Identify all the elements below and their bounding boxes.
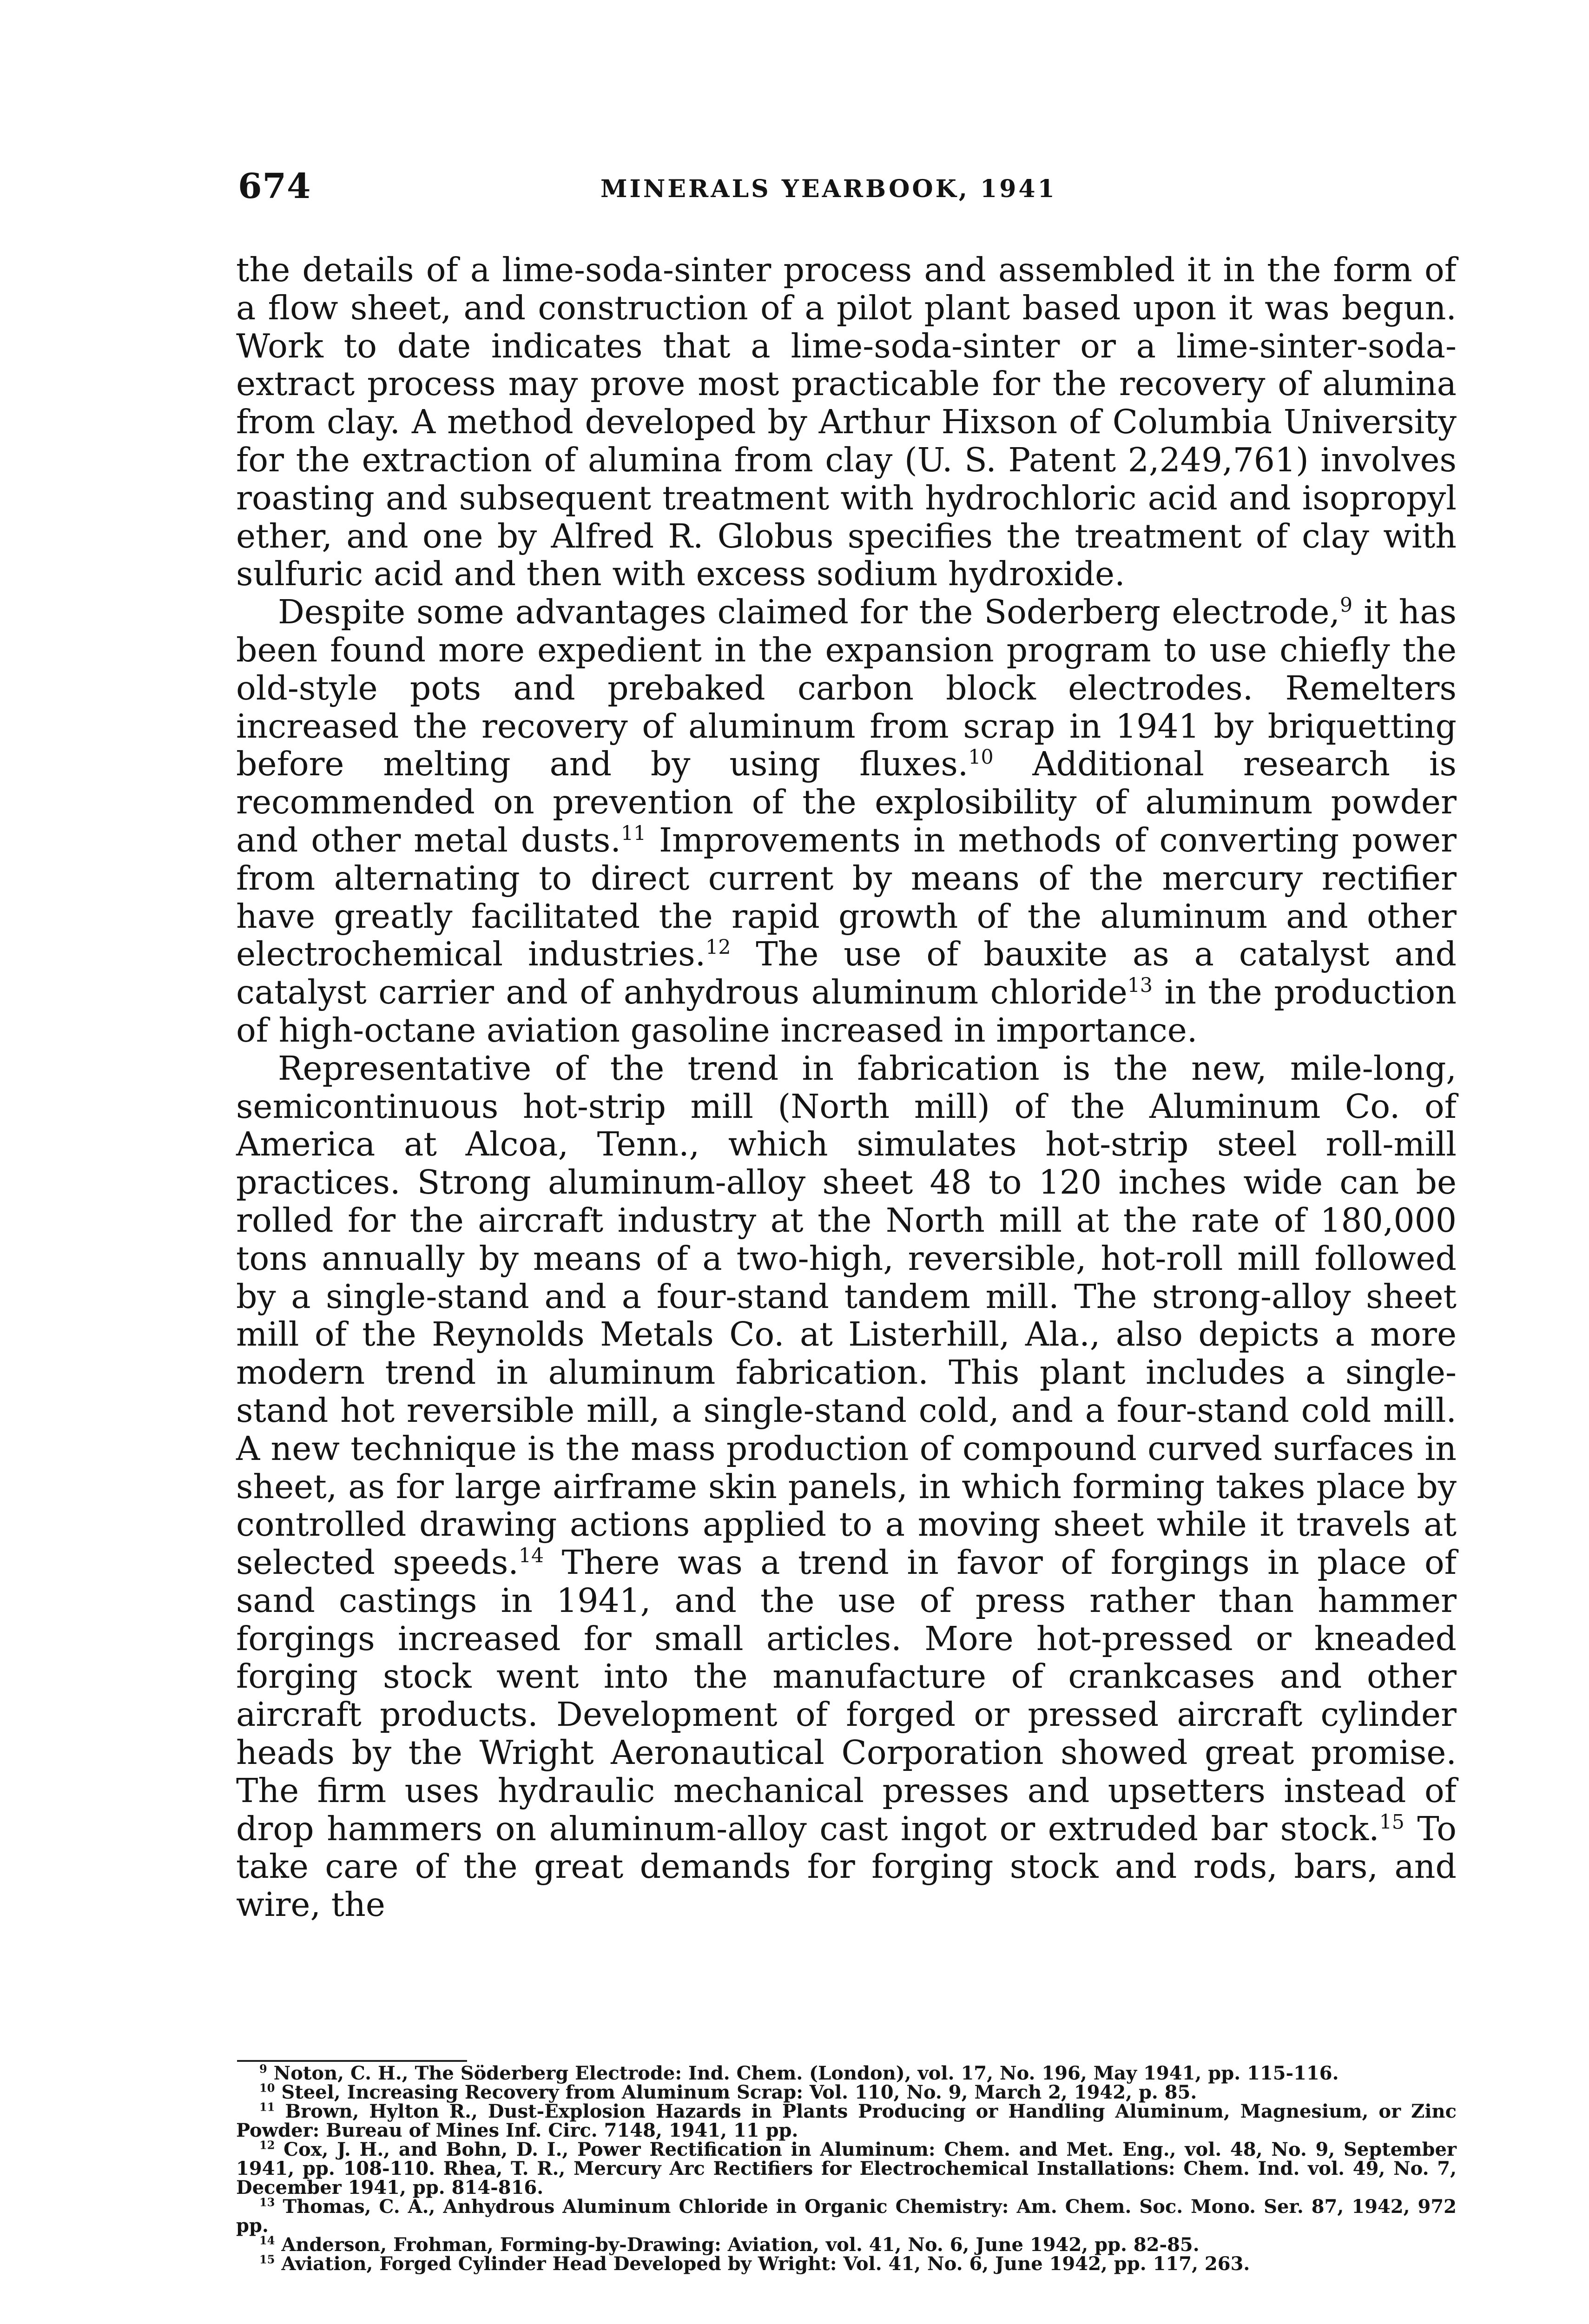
text-run: The use of bauxite as a catalyst and catalyst carrier and of anhydrous aluminum chloride xyxy=(236,935,1457,1012)
footnote-text: Steel, Increasing Recovery from Aluminum Scrap: Vol. 110, No. 9, March 2, 1942, p. 85. xyxy=(275,2081,1197,2103)
footnote-text: Cox, J. H., and Bohn, D. I., Power Rectification in Aluminum: Chem. and Met. Eng., vol. 48, No. 9, September 1941, pp. 108-110. Rhea, T. R., Mercury Arc Rectifiers for Electrochemical Installations: Chem. Ind. vol. 49, No. 7, December 1941, pp. 814-816. xyxy=(236,2139,1457,2199)
footnote xyxy=(236,2102,1457,2140)
footnote xyxy=(236,2254,1457,2273)
footnote xyxy=(236,2235,1457,2254)
footnote-number: 13 xyxy=(259,2195,275,2209)
footnote-ref: 11 xyxy=(620,822,646,845)
footnote-number: 10 xyxy=(259,2081,275,2095)
page-header xyxy=(238,166,1456,213)
footnote-text: Brown, Hylton R., Dust-Explosion Hazards in Plants Producing or Handling Aluminum, Magnesium, or Zinc Powder: Bureau of Mines Inf. Circ. 7148, 1941, 11 pp. xyxy=(236,2100,1457,2141)
text-run: There was a trend in favor of forgings in place of sand castings in 1941, and the use of press rather than hammer forgings increased for small articles. More hot-pressed or kneaded forging stock went into the manufacture of crankcases and other aircraft products. Development of forged or pressed aircraft cylinder heads by the Wright Aeronautical Corporation showed great promise. The firm uses hydraulic mechanical presses and upsetters instead of drop hammers on aluminum-alloy cast ingot or extruded bar stock. xyxy=(236,1543,1457,1848)
footnote-number: 14 xyxy=(259,2233,275,2247)
footnote-number: 11 xyxy=(259,2100,275,2114)
footnote-number: 9 xyxy=(259,2062,267,2076)
footnote-text: Anderson, Frohman, Forming-by-Drawing: Aviation, vol. 41, No. 6, June 1942, pp. 82-85. xyxy=(275,2234,1200,2256)
paragraph xyxy=(236,1050,1457,1924)
text-run: Representative of the trend in fabrication is the new, mile-long, semicontinuous hot-strip mill (North mill) of the Aluminum Co. of America at Alcoa, Tenn., which simulates hot-strip steel roll-mill practices. Strong aluminum-alloy sheet 48 to 120 inches wide can be rolled for the aircraft industry at the North mill at the rate of 180,000 tons annually by means of a two-high, reversible, hot-roll mill followed by a single-stand and a four-stand tandem mill. The strong-alloy sheet mill of the Reynolds Metals Co. at Listerhill, Ala., also depicts a more modern trend in aluminum fabrication. This plant includes a single-stand hot reversible mill, a single-stand cold, and a four-stand cold mill. A new technique is the mass production of compound curved surfaces in sheet, as for large airframe skin panels, in which forming takes place by controlled drawing actions applied to a moving sheet while it travels at selected speeds. xyxy=(236,1049,1457,1582)
footnote-number: 15 xyxy=(259,2252,275,2266)
footnote xyxy=(236,2083,1457,2102)
text-run: To take care of the great demands for forging stock and rods, bars, and wire, the xyxy=(236,1809,1457,1924)
footnote-text: Aviation, Forged Cylinder Head Developed by Wright: Vol. 41, No. 6, June 1942, pp. 117, 263. xyxy=(275,2253,1250,2275)
footnote xyxy=(236,2140,1457,2197)
paragraph xyxy=(236,593,1457,1050)
text-run: it has been found more expedient in the expansion program to use chiefly the old-style pots and prebaked carbon block electrodes. Remelters increased the recovery of aluminum from scrap in 1941 by briquetting before melting and by using fluxes. xyxy=(236,593,1457,784)
footnote xyxy=(236,2197,1457,2235)
page-number: 674 xyxy=(238,166,311,206)
running-head: MINERALS YEARBOOK, 1941 xyxy=(600,175,1057,203)
footnote-ref: 9 xyxy=(1339,594,1353,617)
footnote-text: Thomas, C. A., Anhydrous Aluminum Chloride in Organic Chemistry: Am. Chem. Soc. Mono. Ser. 87, 1942, 972 pp. xyxy=(236,2196,1457,2237)
footnote-text: Noton, C. H., The Söderberg Electrode: Ind. Chem. (London), vol. 17, No. 196, May 1941, pp. 115-116. xyxy=(267,2062,1339,2084)
footnote-number: 12 xyxy=(259,2138,275,2152)
footnotes xyxy=(236,2064,1457,2273)
footnote-divider xyxy=(237,2060,467,2062)
footnote xyxy=(236,2064,1457,2083)
footnote-ref: 13 xyxy=(1127,974,1153,997)
footnote-ref: 14 xyxy=(518,1544,544,1568)
text-run: in the production of high-octane aviation gasoline increased in importance. xyxy=(236,973,1457,1050)
text-run: Improvements in methods of converting power from alternating to direct current by means of the mercury rectifier have greatly facilitated the rapid growth of the aluminum and other electrochemical industries. xyxy=(236,820,1457,974)
footnote-ref: 15 xyxy=(1379,1810,1404,1834)
text-run: Despite some advantages claimed for the Soderberg electrode, xyxy=(278,593,1340,632)
footnote-ref: 10 xyxy=(968,746,994,769)
footnote-ref: 12 xyxy=(705,936,731,959)
paragraph: the details of a lime-soda-sinter process and assembled it in the form of a flow sheet, and construction of a pilot plant based upon it was begun. Work to date indicates that a lime-soda-sinter or a lime-sinter-soda-extract process may prove most practicable for the recovery of alumina from clay. A method developed by Arthur Hixson of Columbia University for the extraction of alumina from clay (U. S. Patent 2,249,761) involves roasting and subsequent treatment with hydrochloric acid and isopropyl ether, and one by Alfred R. Globus specifies the treatment of clay with sulfuric acid and then with excess sodium hydroxide. xyxy=(236,251,1457,594)
text-run: Additional research is recommended on prevention of the explosibility of aluminum powder and other metal dusts. xyxy=(236,745,1457,859)
body-text xyxy=(236,251,1457,1924)
